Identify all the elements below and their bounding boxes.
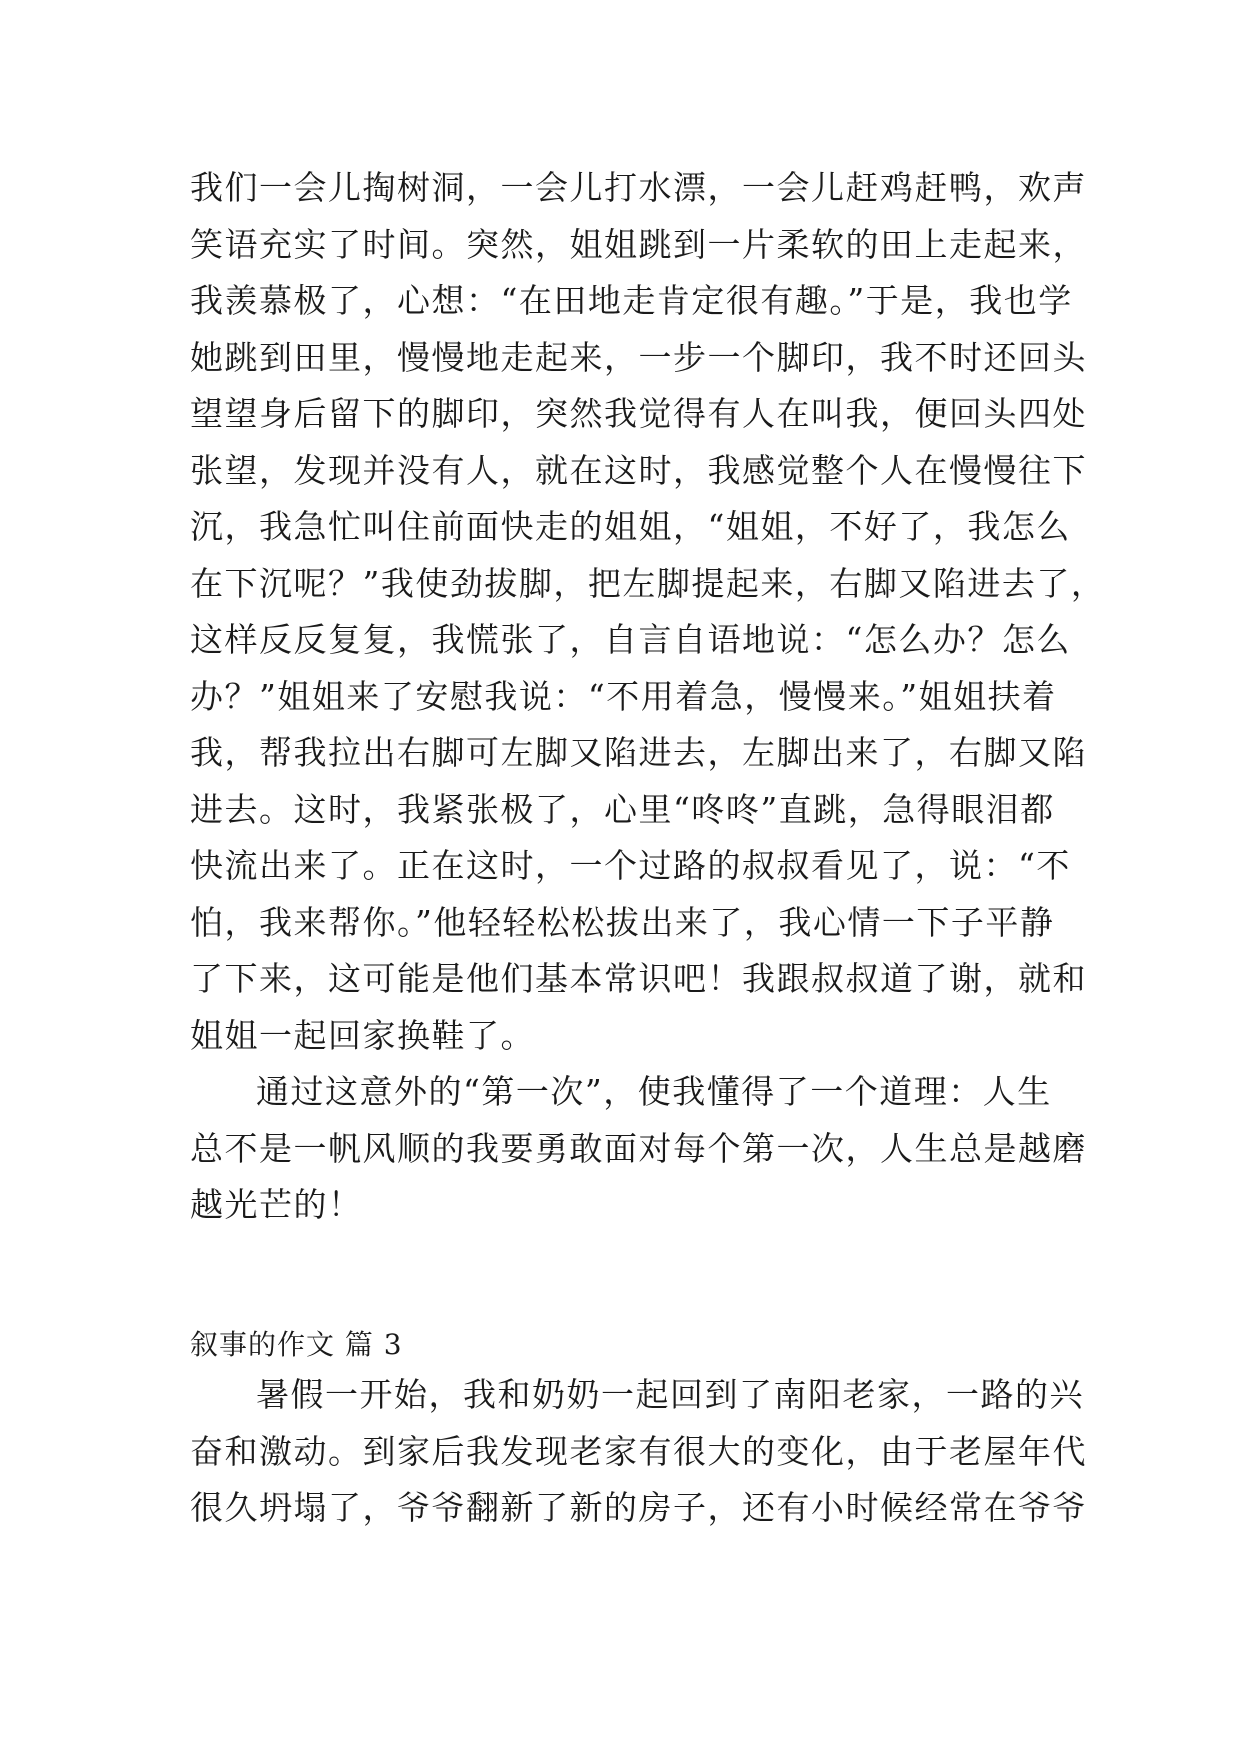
text-line: 在下沉呢？”我使劲拔脚，把左脚提起来，右脚又陷进去了， (190, 563, 1106, 603)
text-line: 越光芒的！ (190, 1185, 363, 1224)
text-line: 她跳到田里，慢慢地走起来，一步一个脚印，我不时还回头 (190, 337, 1087, 377)
text-line: 我们一会儿掏树洞，一会儿打水漂，一会儿赶鸡赶鸭，欢声 (190, 168, 1087, 207)
text-line: 了下来，这可能是他们基本常识吧！我跟叔叔道了谢，就和 (190, 959, 1087, 998)
text-line: 暑假一开始，我和奶奶一起回到了南阳老家，一路的兴 (256, 1375, 1084, 1414)
text-line: 奋和激动。到家后我发现老家有很大的变化，由于老屋年代 (190, 1431, 1087, 1471)
paragraph-story-continuation (190, 160, 1106, 1234)
text-line: 姐姐一起回家换鞋了。 (190, 1015, 535, 1055)
text-line: 怕，我来帮你。”他轻轻松松拔出来了，我心情一下子平静 (190, 902, 1055, 942)
section-heading: 叙事的作文 篇 3 (190, 1328, 403, 1361)
text-line: 张望，发现并没有人，就在这时，我感觉整个人在慢慢往下 (190, 450, 1087, 490)
text-line: 这样反反复复，我慌张了，自言自语地说：“怎么办？怎么 (190, 620, 1071, 659)
text-line: 快流出来了。正在这时，一个过路的叔叔看见了，说：“不 (190, 846, 1071, 885)
text-line: 很久坍塌了，爷爷翻新了新的房子，还有小时候经常在爷爷 (190, 1488, 1087, 1527)
text-line: 我羡慕极了，心想：“在田地走肯定很有趣。”于是，我也学 (190, 281, 1073, 320)
text-line: 进去。这时，我紧张极了，心里“咚咚”直跳，急得眼泪都 (190, 789, 1055, 829)
text-line: 望望身后留下的脚印，突然我觉得有人在叫我，便回头四处 (190, 394, 1087, 433)
text-line: 总不是一帆风顺的我要勇敢面对每个第一次，人生总是越磨 (190, 1128, 1087, 1168)
text-line: 笑语充实了时间。突然，姐姐跳到一片柔软的田上走起来， (190, 224, 1087, 264)
text-line: 办？”姐姐来了安慰我说：“不用着急，慢慢来。”姐姐扶着 (190, 676, 1057, 716)
paragraph-new-essay (190, 1367, 1087, 1537)
text-line: 通过这意外的“第一次”，使我懂得了一个道理：人生 (256, 1072, 1052, 1111)
text-line: 沉，我急忙叫住前面快走的姐姐，“姐姐，不好了，我怎么 (190, 507, 1071, 546)
text-line: 我，帮我拉出右脚可左脚又陷进去，左脚出来了，右脚又陷 (190, 733, 1087, 772)
